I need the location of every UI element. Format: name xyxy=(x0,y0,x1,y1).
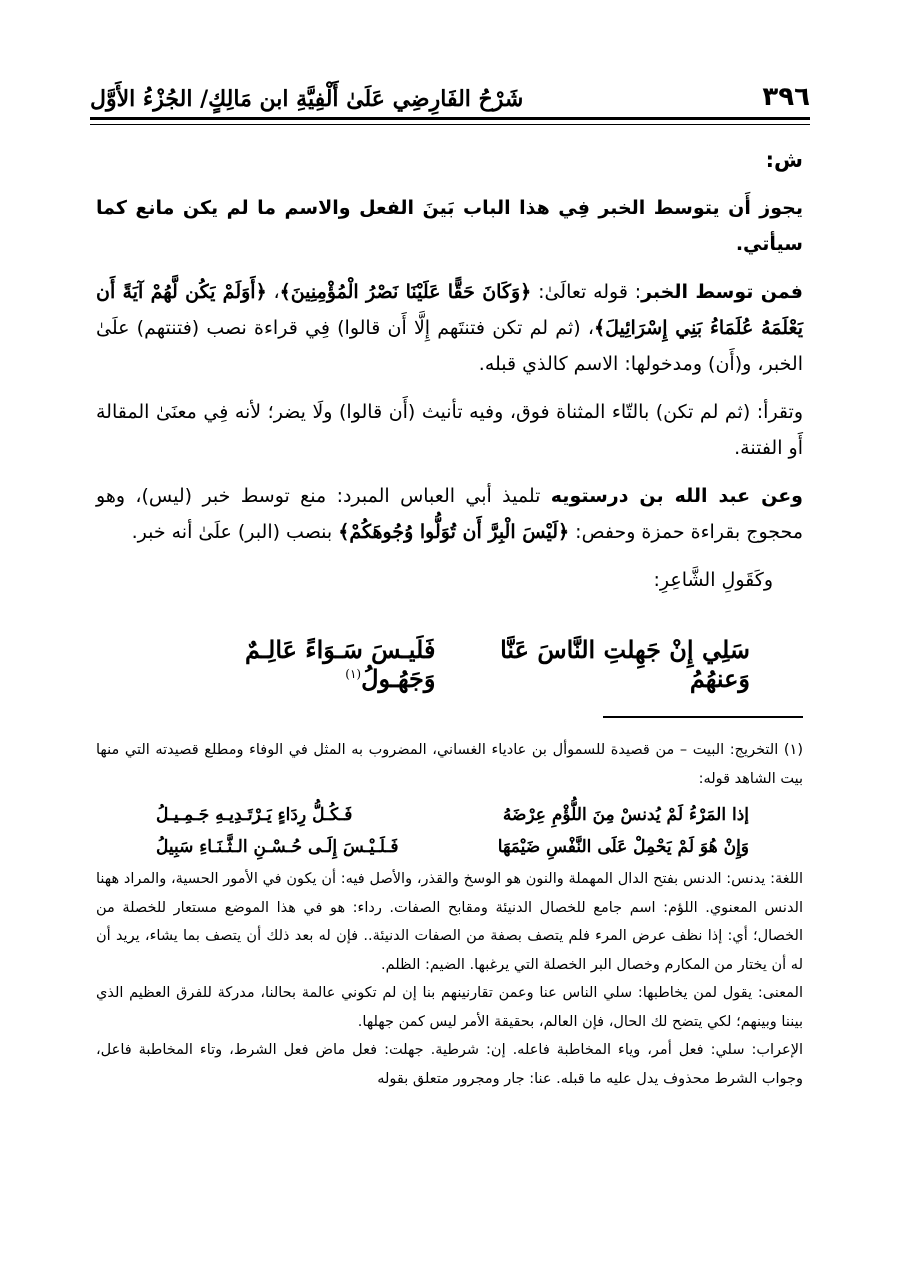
footnote-takhrij: (١) التخريج: البيت – من قصيدة للسموأل بن عادياء الغساني، المضروب به المثل في الوفاء ومطلع قصيدته التي منها بيت الشاهد قوله: xyxy=(96,742,803,787)
header-rule-thick xyxy=(90,117,810,120)
paragraph-4-text-b: بنصب (البر) علَىٰ أنه خبر. xyxy=(131,521,339,543)
footnotes xyxy=(96,736,803,1093)
quran-verse-1: ﴿وَكَانَ حَقًّا عَلَيْنَا نَصْرُ الْمُؤْمِنِينَ﴾ xyxy=(279,281,532,303)
paragraph-4 xyxy=(96,478,803,550)
footnote-verse-line xyxy=(156,831,749,863)
paragraph-1: يجوز أَن يتوسط الخبر فِي هذا الباب بَينَ الفعل والاسم ما لم يكن مانع كما سيأتي. xyxy=(96,197,803,255)
quran-verse-2: ﴿أَوَلَمْ يَكُن لَّهُمْ آيَةً أَن يَعْلَمَهُ عُلَمَاءُ بَنِي إِسْرَائِيلَ﴾ xyxy=(96,281,803,339)
running-title: شَرْحُ الفَارِضِي عَلَىٰ أَلْفِيَّةِ ابن مَالِكٍ/ الجُزْءُ الأَوَّل xyxy=(90,86,524,112)
header-rule-thin xyxy=(90,124,810,125)
footnote-poem xyxy=(156,799,749,863)
verse-second-hemistich: فَلَيـسَ سَـوَاءً عَالِـمٌ وَجَهُـولُ xyxy=(245,635,436,693)
footnote-marker: (١) xyxy=(345,667,362,681)
paragraph-4-text-a: تلميذ أبي العباس المبرد: منع توسط خبر (ليس)، وهو محجوج بقراءة حمزة وحفص: xyxy=(96,485,803,543)
sharh-marker: ش: xyxy=(765,148,803,172)
paragraph-2-text-b: ، xyxy=(266,281,280,303)
footnote-verse-line xyxy=(156,799,749,831)
verse-first-hemistich: سَلِي إِنْ جَهِلتِ النَّاسَ عَنَّا وَعنهُمُ xyxy=(500,635,750,693)
footnote-verse-1b: فَـكُـلُّ رِدَاءٍ يَـرْتَـدِيـهِ جَـمِـيـلُ xyxy=(156,805,353,825)
paragraph-2-text-c: ، (ثم لم تكن فتنتَهم إِلَّا أَن قالوا) فِي قراءة نصب (فتنتهم) علَىٰ الخبر، و(أَن) ومدخولها: الاسم كالذي قبله. xyxy=(96,317,803,375)
paragraph-3: وتقرأ: (ثم لم تكن) بالتّاء المثناة فوق، وفيه تأنيث (أَن قالوا) ولَا يضر؛ لأنه فِي معنَىٰ المقالة أَو الفتنة. xyxy=(96,401,803,459)
verse-second-hemistich-wrap xyxy=(150,635,435,693)
footnote-verse-2b: فَـلَـيْـسَ إِلَـى حُـسْـنِ الـثَّـنَـاءِ سَبِيلُ xyxy=(156,837,399,857)
paragraph-5: وكَقَولِ الشَّاعِرِ: xyxy=(653,569,773,591)
footnote-irab: الإعراب: سلي: فعل أمر، وياء المخاطبة فاعله. إن: شرطية. جهلت: فعل ماض فعل الشرط، وتاء المخاطبة فاعل، وجواب الشرط محذوف يدل عليه ما قبله. عنا: جار ومجرور متعلق بقوله xyxy=(96,1042,803,1087)
page-header xyxy=(90,76,810,112)
footnote-verse-1a: إذا المَرْءُ لَمْ يُدنسْ مِنَ اللُّؤْمِ عِرْضَهُ xyxy=(502,805,749,825)
footnote-lugha: اللغة: يدنس: الدنس بفتح الدال المهملة والنون هو الوسخ والقذر، والأصل فيه: أن يكون في الأمور الحسية، والمراد ههنا الدنس المعنوي. اللؤم: اسم جامع للخصال الدنيئة ومقابح الصفات. رداء: هو في هذا الموضع مستعار للخصلة من الخصال؛ أي: إذا نظف عرض المرء فلم يتصف بصفة من الصفات الدنيئة.. فإن له بعد ذلك أن يتصف بما يشاء، يريد أن له أن يختار من المكارم وخصال البر الخصلة التي يرغبها. الضيم: الظلم. xyxy=(96,871,803,973)
paragraph-2-text-a: : قوله تعالَىٰ: xyxy=(531,281,642,303)
paragraph-4-lead: وعن عبد الله بن درستويه xyxy=(550,485,803,507)
paragraph-2 xyxy=(96,274,803,382)
paragraph-2-lead: فمن توسط الخبر xyxy=(641,281,803,303)
quran-verse-3: ﴿لَيْسَ الْبِرَّ أَن تُوَلُّوا وُجُوهَكُمْ﴾ xyxy=(338,521,570,543)
page-number: ٣٩٦ xyxy=(762,82,810,112)
footnote-separator xyxy=(603,716,803,718)
main-text xyxy=(96,142,803,610)
footnote-mana: المعنى: يقول لمن يخاطبها: سلي الناس عنا وعمن تقارنينهم بنا إن لم تكوني عالمة بحالنا، مدركة للفرق العظيم الذي بيننا وبينهم؛ لكي يتضح لك الحال، فإن العالم، بحقيقة الأمر ليس كمن جهلها. xyxy=(96,985,803,1030)
footnote-verse-2a: وَإِنْ هُوَ لَمْ يَحْمِلْ عَلَى النَّفْسِ ضَيْمَهَا xyxy=(497,837,749,857)
poetry-verse xyxy=(150,635,750,693)
